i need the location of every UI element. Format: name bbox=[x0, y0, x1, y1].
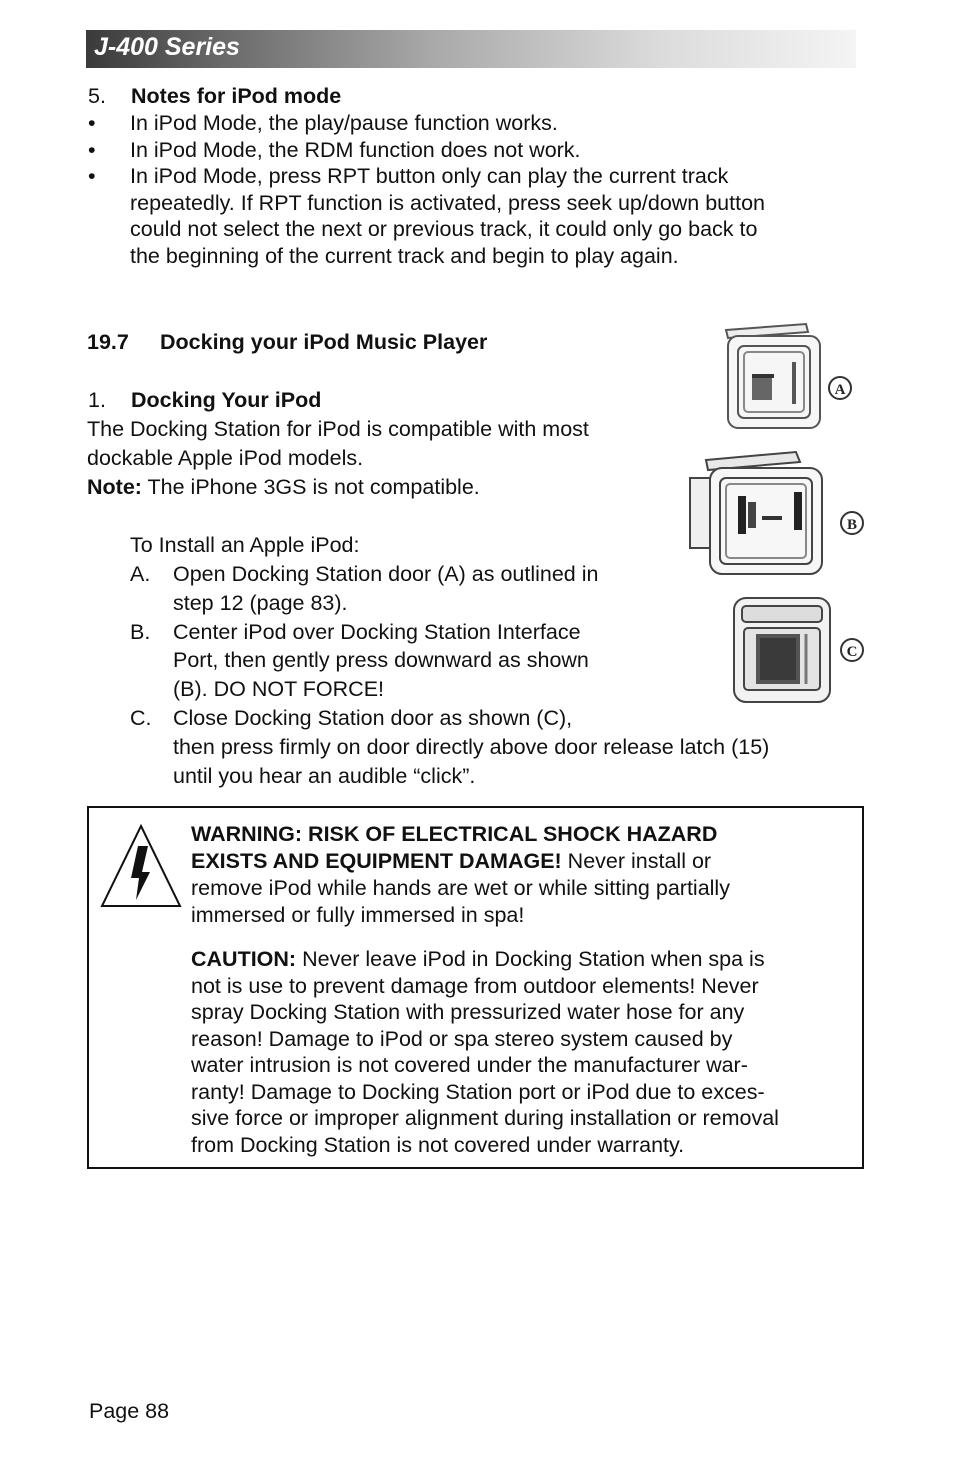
warning-box bbox=[87, 806, 864, 1169]
docking-note bbox=[87, 474, 480, 500]
figure-a-label: A bbox=[834, 382, 846, 398]
figure-b-label: B bbox=[846, 517, 858, 533]
install-intro: To Install an Apple iPod: bbox=[130, 533, 360, 557]
step-c-line-2: then press firmly on door directly above door release latch (15) bbox=[173, 735, 770, 759]
step-a-line-2: step 12 (page 83). bbox=[173, 591, 348, 615]
figure-b-illustration bbox=[686, 446, 866, 582]
bullet-3: • bbox=[88, 164, 96, 188]
figure-a-illustration bbox=[716, 322, 866, 434]
step-c-letter: C. bbox=[130, 706, 152, 730]
step-a-line-1: Open Docking Station door (A) as outlined in bbox=[173, 562, 599, 586]
page-number: Page 88 bbox=[89, 1399, 170, 1423]
notes-item-3-line-1: In iPod Mode, press RPT button only can play the current track bbox=[130, 164, 729, 188]
caution-line-1 bbox=[191, 946, 765, 973]
step-c-line-1: Close Docking Station door as shown (C), bbox=[173, 706, 573, 730]
warning-line-2 bbox=[191, 848, 711, 875]
caution-line-6: ranty! Damage to Docking Station port or iPod due to exces- bbox=[191, 1080, 765, 1104]
warning-line-2-bold: EXISTS AND EQUIPMENT DAMAGE! bbox=[191, 849, 562, 873]
docking-intro-line-1: The Docking Station for iPod is compatible with most bbox=[87, 417, 589, 441]
caution-line-7: sive force or improper alignment during installation or removal bbox=[191, 1106, 779, 1130]
notes-item-3-line-3: could not select the next or previous track, it could only go back to bbox=[130, 217, 758, 241]
bullet-2: • bbox=[88, 138, 96, 162]
caution-line-2: not is use to prevent damage from outdoor elements! Never bbox=[191, 974, 759, 998]
caution-line-5: water intrusion is not covered under the manufacturer war- bbox=[191, 1053, 748, 1077]
notes-item-3-line-2: repeatedly. If RPT function is activated, press seek up/down button bbox=[130, 191, 766, 215]
caution-label: CAUTION: bbox=[191, 947, 297, 971]
caution-line-3: spray Docking Station with pressurized water hose for any bbox=[191, 1000, 745, 1024]
notes-item-2: In iPod Mode, the RDM function does not work. bbox=[130, 138, 581, 162]
warning-line-2-rest: Never install or bbox=[561, 849, 712, 873]
notes-number: 5. bbox=[88, 84, 106, 108]
step-b-line-3: (B). DO NOT FORCE! bbox=[173, 677, 385, 701]
docking-heading: Docking Your iPod bbox=[131, 388, 322, 412]
step-a-letter: A. bbox=[130, 562, 151, 586]
notes-item-3-line-4: the beginning of the current track and begin to play again. bbox=[130, 244, 679, 268]
figure-c-label: C bbox=[846, 644, 858, 660]
note-label: Note: bbox=[87, 475, 142, 499]
section-number: 19.7 bbox=[87, 330, 129, 354]
notes-item-1: In iPod Mode, the play/pause function works. bbox=[130, 111, 558, 135]
warning-line-1: WARNING: RISK OF ELECTRICAL SHOCK HAZARD bbox=[191, 822, 718, 846]
bullet-1: • bbox=[88, 111, 96, 135]
step-c-line-3: until you hear an audible “click”. bbox=[173, 764, 476, 788]
warning-line-4: immersed or fully immersed in spa! bbox=[191, 903, 525, 927]
header-bar bbox=[86, 30, 856, 68]
note-text: The iPhone 3GS is not compatible. bbox=[141, 475, 480, 499]
step-b-line-1: Center iPod over Docking Station Interface bbox=[173, 620, 581, 644]
warning-line-3: remove iPod while hands are wet or while sitting partially bbox=[191, 876, 730, 900]
step-b-line-2: Port, then gently press downward as shown bbox=[173, 648, 589, 672]
page-header-title: J-400 Series bbox=[94, 33, 240, 61]
caution-line-8: from Docking Station is not covered under warranty. bbox=[191, 1133, 685, 1157]
figure-c-illustration bbox=[726, 594, 868, 708]
section-title: Docking your iPod Music Player bbox=[160, 330, 488, 354]
docking-number: 1. bbox=[88, 388, 106, 412]
caution-first-text: Never leave iPod in Docking Station when spa is bbox=[296, 947, 765, 971]
electrical-hazard-icon bbox=[98, 822, 184, 910]
docking-intro-line-2: dockable Apple iPod models. bbox=[87, 446, 364, 470]
caution-line-4: reason! Damage to iPod or spa stereo system caused by bbox=[191, 1027, 733, 1051]
notes-heading: Notes for iPod mode bbox=[131, 84, 342, 108]
step-b-letter: B. bbox=[130, 620, 151, 644]
